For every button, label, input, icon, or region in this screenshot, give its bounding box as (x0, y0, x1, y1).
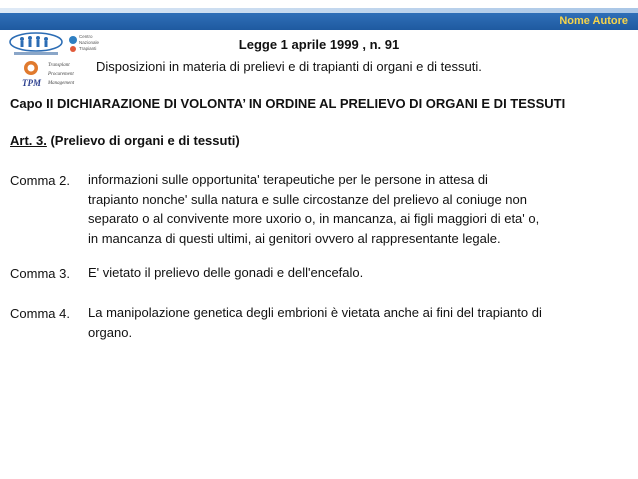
comma-3-line: E' vietato il prelievo delle gonadi e dell'encefalo. (88, 265, 364, 280)
cnt-logo-line3: Trapianti (79, 46, 97, 51)
cnt-logo-line2: Nazionale (79, 40, 100, 45)
document-subtitle: Disposizioni in materia di prelievi e di trapianti di organi e di tessuti. (96, 59, 482, 74)
article-title: (Prelievo di organi e di tessuti) (46, 133, 240, 148)
chapter-heading: Capo II DICHIARAZIONE DI VOLONTA’ IN ORDINE AL PRELIEVO DI ORGANI E DI TESSUTI (10, 96, 566, 111)
tpm-logo-text: TPM (22, 78, 41, 88)
author-label: Nome Autore (559, 15, 628, 27)
document-title: Legge 1 aprile 1999 , n. 91 (238, 37, 400, 52)
cnt-logo-line1: Centro (79, 34, 93, 39)
tpm-logo-line2: Procurement (48, 72, 74, 77)
comma-3-label: Comma 3. (10, 266, 70, 281)
top-bar (0, 0, 638, 30)
comma-2-line: informazioni sulle opportunita' terapeutiche per le persone in attesa di (88, 172, 488, 187)
comma-2-line: trapianto nonche' sulla natura e sulle circostanze del prelievo al coniuge non (88, 191, 527, 207)
comma-4-line: La manipolazione genetica degli embrioni è vietata anche ai fini del trapianto di (88, 305, 542, 320)
comma-4-label: Comma 4. (10, 306, 70, 321)
comma-2-line: in mancanza di questi ultimi, ai genitori ovvero al rappresentante legale. (88, 230, 501, 246)
comma-3-text (88, 263, 363, 283)
comma-2-label: Comma 2. (10, 173, 70, 188)
comma-2-line: separato o al convivente more uxorio o, in mancanza, ai figli maggiori di eta' o, (88, 211, 540, 226)
comma-4-text (88, 303, 542, 342)
top-bar-band (0, 13, 638, 30)
comma-2-text (88, 170, 539, 248)
article-number: Art. 3. (10, 133, 47, 148)
tpm-logo-line1: Transplant (48, 63, 70, 68)
tpm-logo-line3: Management (48, 81, 75, 86)
comma-4-line: organo. (88, 324, 133, 340)
tpm-logo (20, 58, 100, 92)
article-heading (10, 133, 240, 148)
